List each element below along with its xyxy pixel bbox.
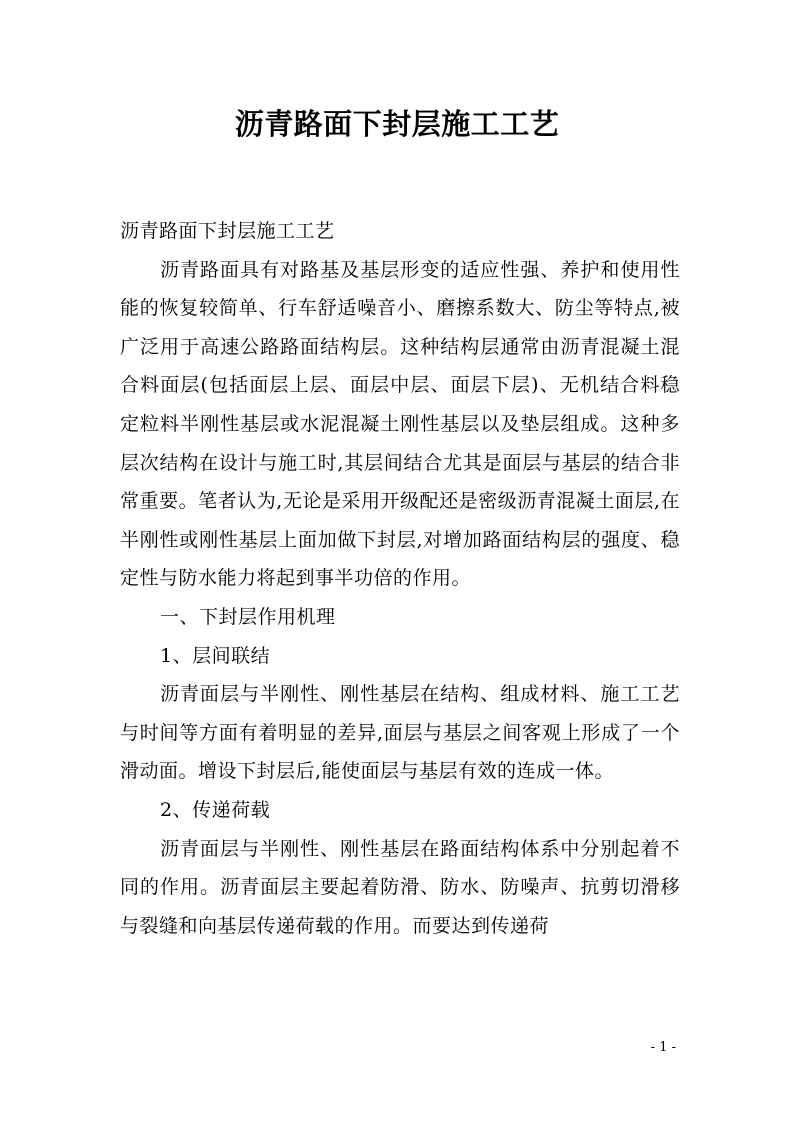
- paragraph-intro: 沥青路面具有对路基及基层形变的适应性强、养护和使用性能的恢复较简单、行车舒适噪音小、磨擦系数大、防尘等特点,被广泛用于高速公路路面结构层。这种结构层通常由沥青混凝土混合料面层(包括面层上层、面层中层、面层下层)、无机结合料稳定粒料半刚性基层或水泥混凝土刚性基层以及垫层组成。这种多层次结构在设计与施工时,其层间结合尤其是面层与基层的结合非常重要。笔者认为,无论是采用开级配还是密级沥青混凝土面层,在半刚性或刚性基层上面加做下封层,对增加路面结构层的强度、稳定性与防水能力将起到事半功倍的作用。: [120, 258, 680, 590]
- document-title: 沥青路面下封层施工工艺: [234, 107, 560, 141]
- paragraph-load: 沥青面层与半刚性、刚性基层在路面结构体系中分别起着不同的作用。沥青面层主要起着防滑、防水、防噪声、抗剪切滑移与裂缝和向基层传递荷载的作用。而要达到传递荷: [120, 837, 680, 937]
- paragraph-interlayer: 沥青面层与半刚性、刚性基层在结构、组成材料、施工工艺与时间等方面有着明显的差异,面层与基层之间客观上形成了一个滑动面。增设下封层后,能使面层与基层有效的连成一体。: [120, 683, 680, 783]
- paragraph-heading: 沥青路面下封层施工工艺: [120, 220, 335, 242]
- subsection-heading-interlayer: 1、层间联结: [160, 644, 271, 667]
- document-body: [120, 212, 680, 945]
- subsection-heading-load: 2、传递荷载: [160, 798, 271, 821]
- page-number: - 1 -: [650, 1040, 676, 1055]
- section-heading-mechanism: 一、下封层作用机理: [160, 605, 336, 628]
